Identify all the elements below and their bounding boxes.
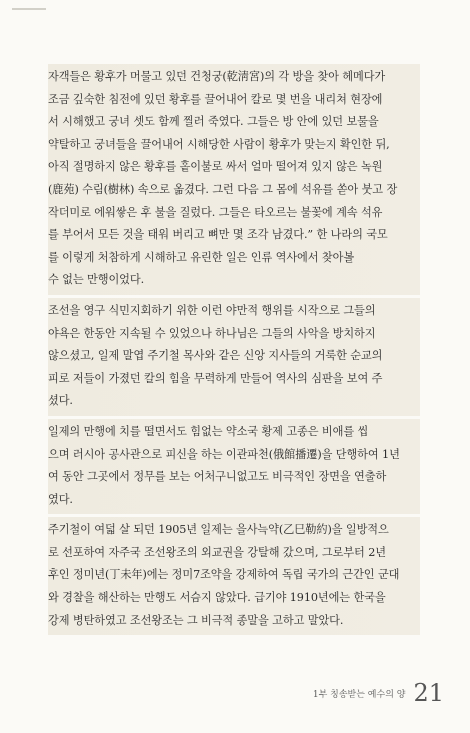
text-line: (鹿苑) 수림(樹林) 속으로 옮겼다. 그런 다음 그 몸에 석유를 쏟아 붓고 장 bbox=[48, 182, 398, 196]
text-line: 아직 절명하지 않은 황후를 홑이불로 싸서 얼마 떨어져 있지 않은 녹원 bbox=[48, 160, 383, 174]
text-line: 조선을 영구 식민지회하기 위한 이런 야만적 행위를 시작으로 그들의 bbox=[48, 303, 376, 317]
text-line: 후인 정미년(丁未年)에는 정미7조약을 강제하여 독립 국가의 근간인 군대 bbox=[48, 568, 400, 582]
text-line: 작더미로 에워쌓은 후 불을 질렀다. 그들은 타오르는 불꽃에 계속 석유 bbox=[48, 205, 383, 219]
paragraph-2 bbox=[48, 298, 420, 416]
corner-mark bbox=[12, 8, 46, 10]
text-line: 않으셨고, 일제 말엽 주기철 목사와 같은 신앙 지사들의 거룩한 순교의 bbox=[48, 349, 383, 363]
text-line: 피로 저들이 가졌던 칼의 힘을 무력하게 만들어 역사의 심판을 보여 주 bbox=[48, 371, 383, 385]
text-line: 야욕은 한동안 지속될 수 있었으나 하나님은 그들의 사악을 방치하지 bbox=[48, 326, 376, 340]
text-line: 로 선포하여 자주국 조선왕조의 외교권을 강탈해 갔으며, 그로부터 2년 bbox=[48, 545, 386, 559]
text-line: 였다. bbox=[48, 492, 73, 506]
text-line: 강제 병탄하였고 조선왕조는 그 비극적 종말을 고하고 말았다. bbox=[48, 613, 344, 627]
text-line: 자객들은 황후가 머물고 있던 건청궁(乾淸宮)의 각 방을 찾아 헤메다가 bbox=[48, 70, 386, 83]
page-number: 21 bbox=[413, 679, 444, 707]
page-footer bbox=[312, 676, 444, 710]
text-line: 와 경찰을 해산하는 만행도 서슴지 않았다. 급기야 1910년에는 한국을 bbox=[48, 591, 386, 605]
running-title: 1부 칭송받는 예수의 양 bbox=[312, 689, 406, 700]
body-text bbox=[48, 64, 420, 635]
text-line: 약탈하고 궁녀들을 끌어내어 시해당한 사람이 황후가 맞는지 확인한 뒤, bbox=[48, 137, 390, 151]
text-line: 를 부어서 모든 것을 태워 버리고 뼈만 몇 조각 남겼다.” 한 나라의 국모 bbox=[48, 228, 388, 242]
text-line: 수 없는 만행이었다. bbox=[48, 273, 145, 287]
paragraph-4 bbox=[48, 517, 420, 635]
text-line: 조금 깊숙한 침전에 있던 황후를 끌어내어 칼로 몇 번을 내리쳐 현장에 bbox=[48, 92, 383, 106]
text-line: 으며 러시아 공사관으로 피신을 하는 이관파천(俄館播遷)을 단행하여 1년 bbox=[48, 447, 400, 461]
paragraph-3 bbox=[48, 419, 420, 514]
text-line: 를 이렇게 처참하게 시해하고 유린한 일은 인류 역사에서 찾아볼 bbox=[48, 250, 355, 264]
text-line: 여 동안 그곳에서 정무를 보는 어처구니없고도 비극적인 장면을 연출하 bbox=[48, 470, 387, 484]
paragraph-1 bbox=[48, 64, 420, 295]
text-line: 일제의 만행에 치를 떨면서도 힘없는 약소국 황제 고종은 비애를 씹 bbox=[48, 424, 369, 438]
text-line: 서 시해했고 궁녀 셋도 함께 찔러 죽였다. 그들은 방 안에 있던 보물을 bbox=[48, 115, 379, 129]
text-line: 셨다. bbox=[48, 394, 73, 408]
text-line: 주기철이 여덟 살 되던 1905년 일제는 을사늑약(乙巳勒約)을 일방적으 bbox=[48, 523, 389, 537]
